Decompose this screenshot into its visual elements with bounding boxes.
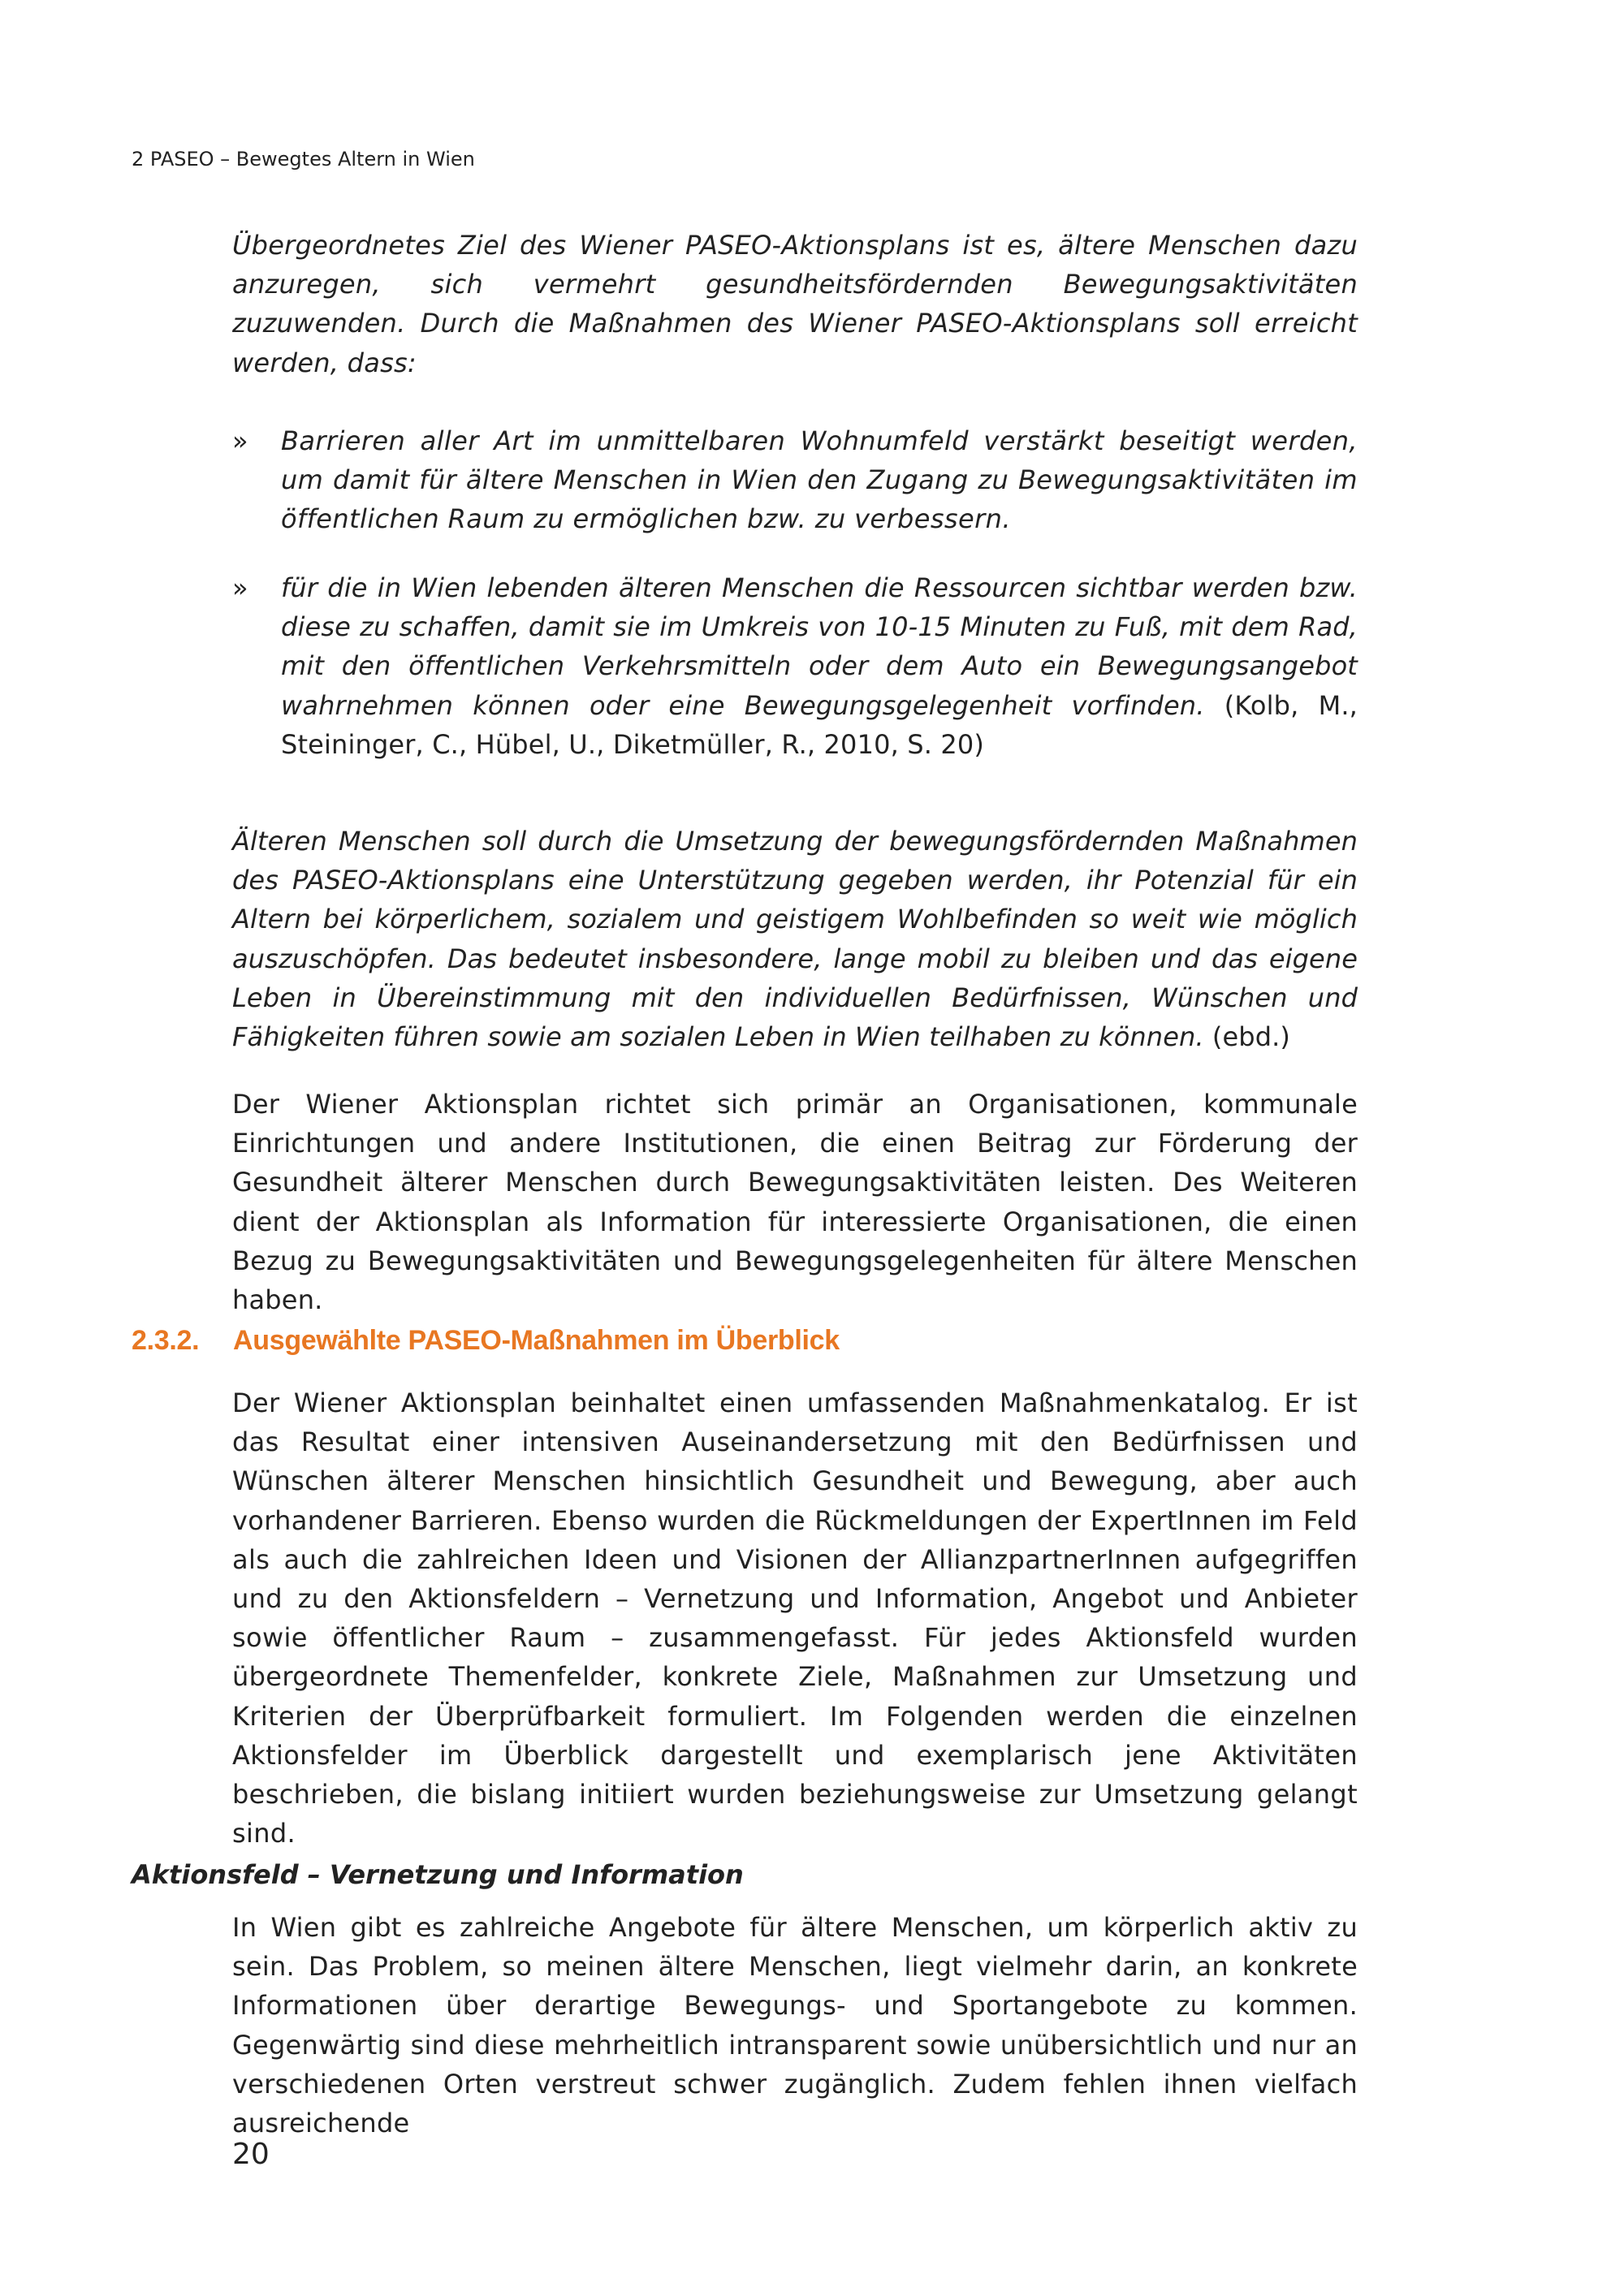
- section-title: Ausgewählte PASEO-Maßnahmen im Überblick: [233, 1325, 840, 1356]
- subheading-action-field: Aktionsfeld – Vernetzung und Information: [132, 1859, 744, 1890]
- quote-older-people-text: Älteren Menschen soll durch die Umsetzung der bewegungsfördernden Maßnahmen des PASEO-Aktionsplans eine Unterstützung gegeben werden, ihr Potenzial für ein Altern bei körperlichem, sozialem und geistigem Wohlbefinden so weit wie möglich auszuschöpfen. Das bedeutet insbesondere, lange mobil zu bleiben und das eigene Leben in Übereinstimmung mit den individuellen Bedürfnissen, Wünschen und Fähigkeiten führen sowie am sozialen Leben in Wien teilhaben zu können.: [232, 826, 1358, 1053]
- intro-quote: Übergeordnetes Ziel des Wiener PASEO-Aktionsplans ist es, ältere Menschen dazu anzuregen, sich vermehrt gesundheitsfördernden Bewegungsaktivitäten zuzuwenden. Durch die Maßnahmen des Wiener PASEO-Aktionsplans soll erreicht werden, dass:: [232, 230, 1358, 378]
- paragraph-target-groups: Der Wiener Aktionsplan richtet sich primär an Organisationen, kommunale Einrichtungen und andere Institutionen, die einen Beitrag zur Förderung der Gesundheit älterer Menschen durch Bewegungsaktivitäten leisten. Des Weiteren dient der Aktionsplan als Information für interessierte Organisationen, die einen Bezug zu Bewegungsaktivitäten und Bewegungsgelegenheiten für ältere Menschen haben.: [232, 1089, 1358, 1316]
- section-number: 2.3.2.: [132, 1325, 200, 1356]
- bullet-item-resources: [281, 568, 1358, 764]
- bullet-item-resources-citation: (Kolb, M., Steininger, C., Hübel, U., Diketmüller, R., 2010, S. 20): [281, 689, 1358, 760]
- quote-older-people-citation: (ebd.): [1212, 1021, 1290, 1053]
- page-number: 20: [232, 2138, 270, 2171]
- running-header: 2 PASEO – Bewegtes Altern in Wien: [132, 148, 475, 170]
- section-heading: [132, 1325, 840, 1357]
- bullet-item-resources-quote: für die in Wien lebenden älteren Menschen die Ressourcen sichtbar werden bzw. diese zu schaffen, damit sie im Umkreis von 10-15 Minuten zu Fuß, mit dem Rad, mit den öffentlichen Verkehrsmitteln oder dem Auto ein Bewegungsangebot wahrnehmen können oder eine Bewegungsgelegenheit vorfinden.: [281, 572, 1358, 721]
- bullet-item-barriers: Barrieren aller Art im unmittelbaren Wohnumfeld verstärkt beseitigt werden, um damit für ältere Menschen in Wien den Zugang zu Bewegungsaktivitäten im öffentlichen Raum zu ermöglichen bzw. zu verbessern.: [281, 425, 1358, 535]
- bullet-marker: »: [232, 572, 248, 603]
- quote-older-people: [232, 822, 1358, 1056]
- paragraph-measures-catalog: Der Wiener Aktionsplan beinhaltet einen umfassenden Maßnahmenkatalog. Er ist das Resultat einer intensiven Auseinandersetzung mit den Bedürfnissen und Wünschen älterer Menschen hinsichtlich Gesundheit und Bewegung, aber auch vorhandener Barrieren. Ebenso wurden die Rückmeldungen der ExpertInnen im Feld als auch die zahlreichen Ideen und Visionen der AllianzpartnerInnen aufgegriffen und zu den Aktionsfeldern – Vernetzung und Information, Angebot und Anbieter sowie öffentlicher Raum – zusammengefasst. Für jedes Aktionsfeld wurden übergeordnete Themenfelder, konkrete Ziele, Maßnahmen zur Umsetzung und Kriterien der Überprüfbarkeit formuliert. Im Folgenden werden die einzelnen Aktionsfelder im Überblick dargestellt und exemplarisch jene Aktivitäten beschrieben, die bislang initiiert wurden beziehungsweise zur Umsetzung gelangt sind.: [232, 1388, 1358, 1849]
- paragraph-networking: In Wien gibt es zahlreiche Angebote für ältere Menschen, um körperlich aktiv zu sein. Das Problem, so meinen ältere Menschen, liegt vielmehr darin, an konkrete Informationen über derartige Bewegungs- und Sportangebote zu kommen. Gegenwärtig sind diese mehrheitlich intransparent sowie unübersichtlich und nur an verschiedenen Orten verstreut schwer zugänglich. Zudem fehlen ihnen vielfach ausreichende: [232, 1912, 1358, 2139]
- bullet-marker: »: [232, 425, 248, 456]
